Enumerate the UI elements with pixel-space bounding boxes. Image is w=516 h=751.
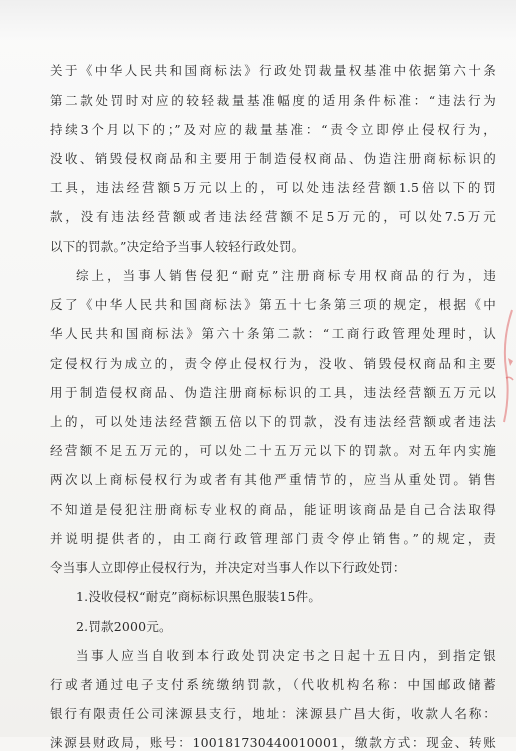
text-line: 定侵权行为成立的，责令停止侵权行为，没收、销毁侵权商品和主要 bbox=[50, 356, 496, 371]
scan-edge bbox=[0, 0, 516, 40]
penalty-item: 1.没收侵权“耐克”商标标识黑色服装15件。 bbox=[76, 589, 322, 604]
text-line: 以下的罚款。”决定给予当事人较轻行政处罚。 bbox=[50, 239, 305, 254]
text-line: 没收、销毁侵权商品和主要用于制造侵权商品、伪造注册商标标识的 bbox=[50, 151, 496, 166]
paragraph-first-line: 综上，当事人销售侵犯“耐克”注册商标专用权商品的行为，违 bbox=[76, 268, 496, 283]
text-line: 并说明提供者的，由工商行政管理部门责令停止销售。”的规定，责 bbox=[50, 531, 496, 546]
text-line: 第二款处罚时对应的较轻裁量基准幅度的适用条件标准：“违法行为 bbox=[50, 93, 496, 108]
text-line: 反了《中华人民共和国商标法》第五十七条第三项的规定，根据《中 bbox=[50, 297, 496, 312]
text-line: 款，没有违法经营额或者违法经营额不足5万元的，可以处7.5万元 bbox=[50, 209, 496, 224]
text-line: 两次以上商标侵权行为或者有其他严重情节的，应当从重处罚。销售 bbox=[50, 472, 496, 487]
seal-stamp-edge bbox=[496, 300, 516, 430]
text-line: 上的，可以处违法经营额五倍以下的罚款，没有违法经营额或者违法 bbox=[50, 414, 496, 429]
text-line: 行或者通过电子支付系统缴纳罚款，（代收机构名称：中国邮政储蓄 bbox=[50, 677, 496, 692]
text-line: 华人民共和国商标法》第六十条第二款：“工商行政管理处理时，认 bbox=[50, 326, 496, 341]
text-line: 关于《中华人民共和国商标法》行政处罚裁量权基准中依据第六十条 bbox=[50, 63, 496, 78]
text-line: 经营额不足五万元的，可以处二十五万元以下的罚款。对五年内实施 bbox=[50, 443, 496, 458]
text-line: 用于制造侵权商品、伪造注册商标标识的工具，违法经营额五万元以 bbox=[50, 385, 496, 400]
text-line: 银行有限责任公司涞源县支行，地址：涞源县广昌大街，收款人名称： bbox=[50, 706, 496, 721]
penalty-item: 2.罚款2000元。 bbox=[76, 619, 172, 634]
text-line: 不知道是侵犯注册商标专业权的商品，能证明该商品是自己合法取得 bbox=[50, 502, 496, 517]
paragraph-first-line: 当事人应当自收到本行政处罚决定书之日起十五日内，到指定银 bbox=[76, 648, 496, 663]
text-line: 令当事人立即停止侵权行为，并决定对当事人作以下行政处罚： bbox=[50, 560, 406, 575]
text-line: 工具，违法经营额5万元以上的，可以处违法经营额1.5倍以下的罚 bbox=[50, 180, 496, 195]
text-line: 涞源县财政局，账号：100181730440010001，缴款方式：现金、转账 bbox=[50, 735, 496, 750]
text-line: 持续3个月以下的；”及对应的裁量基准：“责令立即停止侵权行为， bbox=[50, 122, 496, 137]
